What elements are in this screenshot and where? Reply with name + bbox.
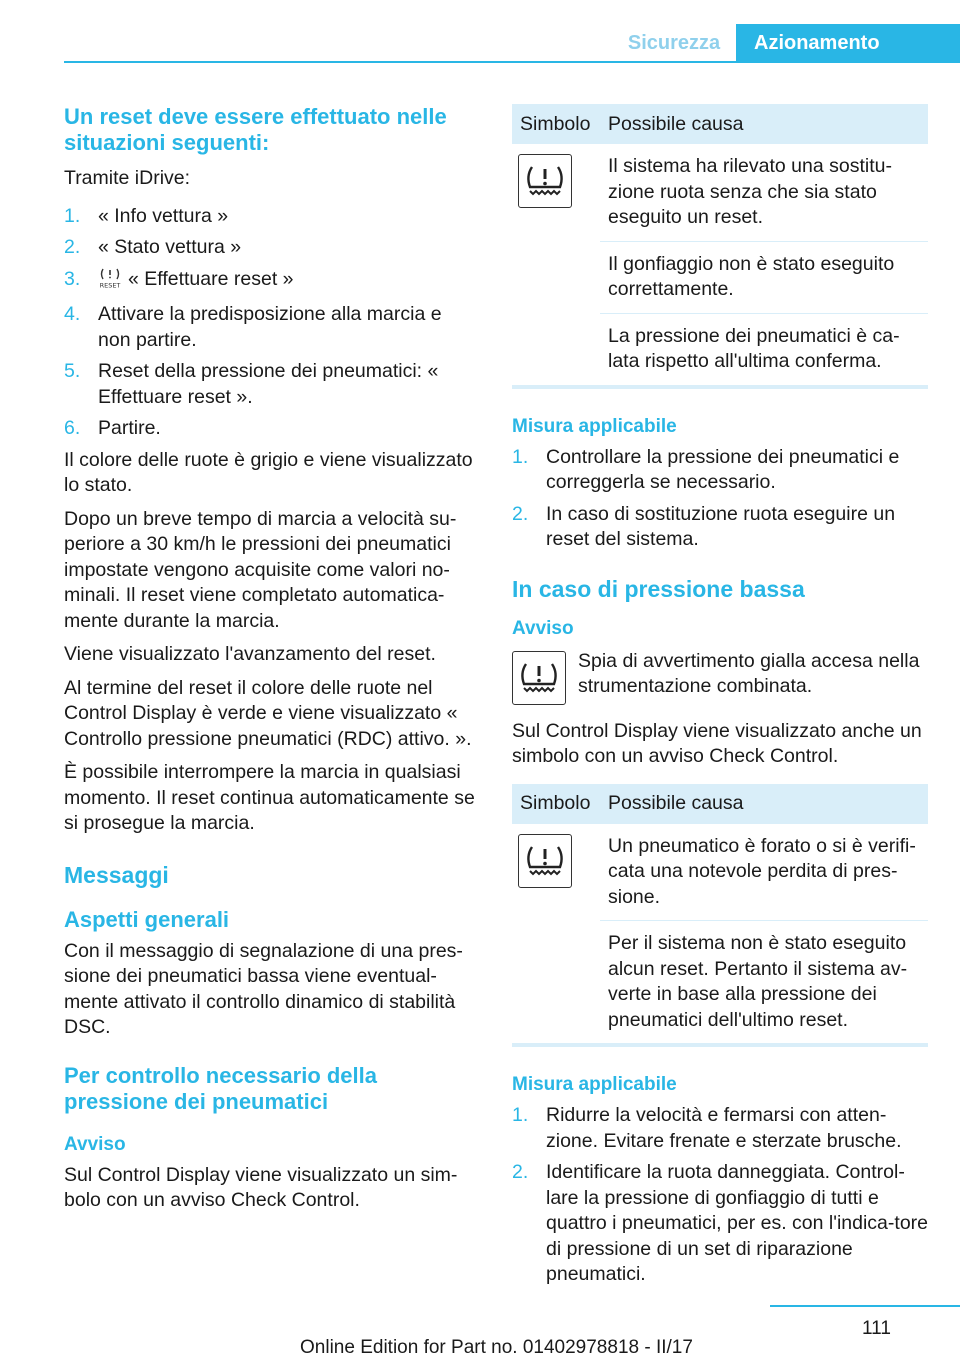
misura-heading: Misura applicabile bbox=[512, 1074, 677, 1095]
table-header-cause: Possibile causa bbox=[600, 784, 928, 824]
list-item: 1. Controllare la pressione dei pneumatici e correggerla se necessario. bbox=[512, 445, 900, 493]
cause-cell: Il gonfiaggio non è stato eseguito correttamente. bbox=[600, 241, 928, 313]
page-number: 111 bbox=[862, 1318, 891, 1339]
left-column bbox=[64, 100, 478, 1222]
table-row bbox=[512, 824, 928, 921]
messaggi-heading: Messaggi bbox=[64, 861, 169, 888]
symbol-table-2 bbox=[512, 784, 928, 1044]
misura-heading: Misura applicabile bbox=[512, 415, 677, 437]
list-item: 2. Identificare la ruota danneggiata. Control-lare la pressione di gonfiaggio di tutti e quattro i pneumatici, per es. con l'indica-tore di pressione di un set di riparazione pneumatici. bbox=[512, 1161, 929, 1285]
yellow-tire-warning-icon bbox=[512, 651, 566, 705]
edition-note: Online Edition for Part no. 01402978818 - II/17 bbox=[300, 1337, 693, 1358]
paragraph: Al termine del reset il colore delle ruote nel Control Display è verde e viene visualizzato « Controllo pressione pneumatici (RDC) attivo. ». bbox=[64, 676, 472, 750]
avviso-text: Sul Control Display viene visualizzato un sim-bolo con un avviso Check Control. bbox=[64, 1163, 458, 1211]
intro-text: Tramite iDrive: bbox=[64, 167, 191, 189]
cause-cell: La pressione dei pneumatici è ca-lata rispetto all'ultima conferma. bbox=[600, 313, 928, 385]
controllo-heading: Per controllo necessario della pressione dei pneumatici bbox=[64, 1062, 378, 1114]
svg-text:RESET: RESET bbox=[99, 281, 121, 289]
reset-steps bbox=[64, 204, 478, 442]
list-item: 3. RESET « Effettuare reset » bbox=[64, 267, 478, 297]
table-end-rule bbox=[512, 1043, 928, 1047]
paragraph: Dopo un breve tempo di marcia a velocità su-periore a 30 km/h le pressioni dei pneumatici impostate vengono acquisite come valori no-minali. Il reset viene completato automatica-mente durante la marcia. bbox=[64, 507, 457, 632]
list-item: 4. Attivare la predisposizione alla marcia e non partire. bbox=[64, 303, 442, 351]
list-item: 6. Partire. bbox=[64, 417, 161, 439]
list-item: 1. « Info vettura » bbox=[64, 204, 229, 227]
avviso-heading: Avviso bbox=[512, 617, 574, 639]
table-header-cause: Possibile causa bbox=[600, 104, 928, 144]
cause-cell: Il sistema ha rilevato una sostitu-zione ruota senza che sia stato eseguito un reset. bbox=[608, 155, 892, 228]
symbol-table-1 bbox=[512, 104, 928, 385]
symbol-cell bbox=[512, 144, 600, 385]
header-rule bbox=[64, 61, 960, 63]
header-tab-azionamento[interactable]: Azionamento bbox=[736, 24, 960, 62]
cause-cell: Un pneumatico è forato o si è verifi-cata una notevole perdita di pres-sione. bbox=[608, 834, 916, 908]
footer-rule bbox=[770, 1305, 960, 1307]
aspetti-heading: Aspetti generali bbox=[64, 906, 230, 932]
list-item: 1. Ridurre la velocità e fermarsi con atten-zione. Evitare frenate e sterzate brusche. bbox=[512, 1104, 902, 1152]
table-header-symbol: Simbolo bbox=[512, 784, 600, 824]
misura-steps-2 bbox=[512, 1103, 928, 1288]
table-header-symbol: Simbolo bbox=[512, 104, 600, 144]
tire-reset-icon bbox=[98, 267, 122, 297]
pressione-bassa-heading: In caso di pressione bassa bbox=[512, 575, 805, 602]
misura-steps-1 bbox=[512, 445, 928, 553]
paragraph: Viene visualizzato l'avanzamento del reset. bbox=[64, 643, 436, 665]
list-item: 2. In caso di sostituzione ruota eseguire un reset del sistema. bbox=[512, 502, 896, 550]
warning-lamp-text: Spia di avvertimento gialla accesa nella strumentazione combinata. bbox=[578, 649, 920, 697]
warning-lamp-notice bbox=[512, 649, 928, 705]
aspetti-text: Con il messaggio di segnalazione di una pres-sione dei pneumatici bassa viene eventual-mente attivato il controllo dinamico di stabilità DSC. bbox=[64, 939, 463, 1038]
tire-pressure-warning-icon bbox=[518, 834, 572, 888]
paragraph: È possibile interrompere la marcia in qualsiasi momento. Il reset continua automaticamente se si prosegue la marcia. bbox=[64, 761, 475, 834]
tire-pressure-warning-icon bbox=[518, 154, 572, 208]
header-tab-sicurezza[interactable]: Sicurezza bbox=[627, 32, 721, 54]
symbol-cell bbox=[512, 824, 600, 1044]
cause-cell: Per il sistema non è stato eseguito alcun reset. Pertanto il sistema av-verte in base alla pressione dei pneumatici dell'ultimo reset. bbox=[600, 921, 928, 1044]
check-control-text: Sul Control Display viene visualizzato anche un simbolo con un avviso Check Control. bbox=[512, 719, 922, 767]
table-row bbox=[512, 144, 928, 241]
paragraph: Il colore delle ruote è grigio e viene visualizzato lo stato. bbox=[64, 448, 473, 496]
list-item: 2. « Stato vettura » bbox=[64, 236, 242, 258]
table-end-rule bbox=[512, 385, 928, 389]
avviso-heading: Avviso bbox=[64, 1133, 126, 1155]
right-column bbox=[512, 104, 928, 1294]
list-item: 5. Reset della pressione dei pneumatici: « Effettuare reset ». bbox=[64, 360, 439, 408]
reset-heading: Un reset deve essere effettuato nelle situazioni seguenti: bbox=[64, 104, 447, 155]
